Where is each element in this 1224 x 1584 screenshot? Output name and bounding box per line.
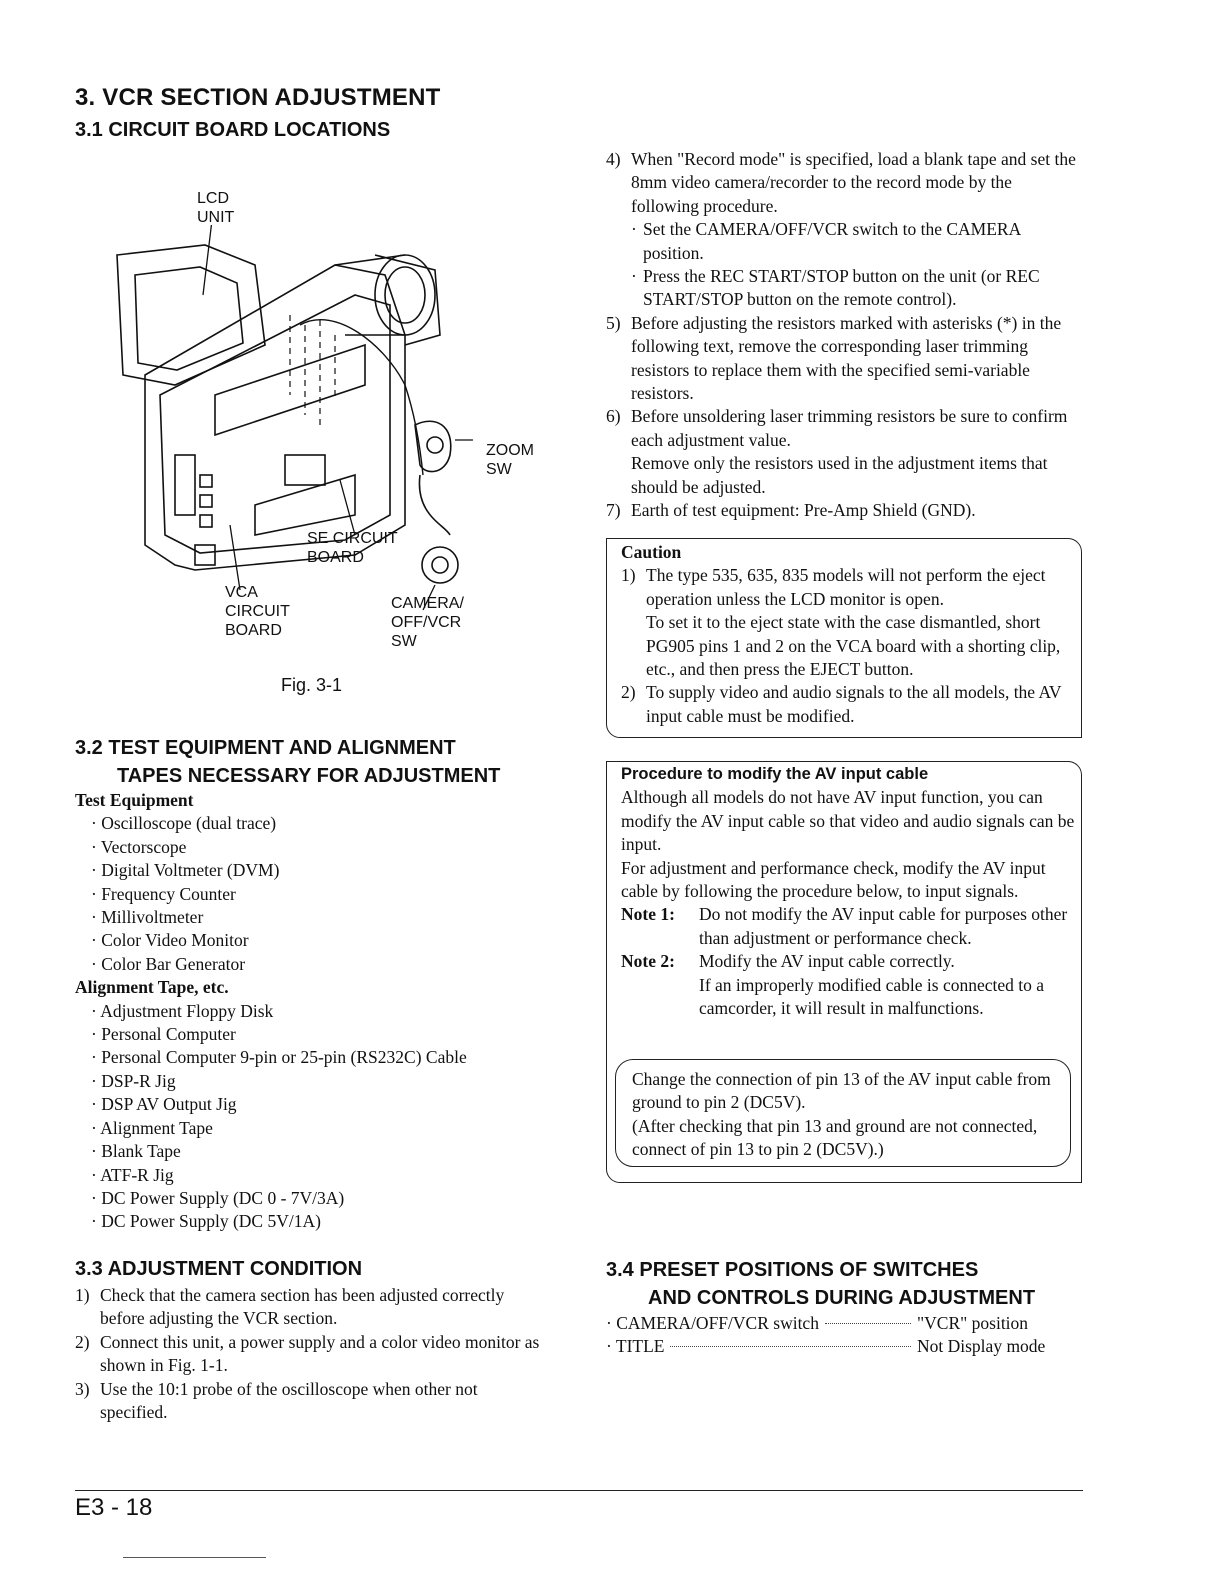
s33-steps [75,1284,540,1424]
figure-3-1 [105,185,555,705]
label-lcd-unit: LCD UNIT [197,190,235,226]
list-item: · Blank Tape [91,1141,181,1162]
list-item: · Personal Computer 9-pin or 25-pin (RS232C) Cable [91,1047,467,1068]
list-item: · DSP-R Jig [91,1070,176,1091]
list-item: · Alignment Tape [91,1117,213,1138]
step-7: 7) Earth of test equipment: Pre-Amp Shield (GND). [606,500,976,521]
s32-title-line2: TAPES NECESSARY FOR ADJUSTMENT [117,765,501,787]
label-camera-off-vcr-sw: CAMERA/ OFF/VCR SW [391,595,464,650]
alignment-tape-heading: Alignment Tape, etc. [75,977,229,998]
list-item: · Color Video Monitor [91,930,249,951]
step-item: 1) Check that the camera section has been adjusted correctly before adjusting the VCR section. [75,1285,505,1329]
list-item: · Vectorscope [91,836,187,857]
procedure-box [606,761,1082,1183]
list-item: · Adjustment Floppy Disk [91,1000,274,1021]
step-4: 4) When "Record mode" is specified, load a blank tape and set the 8mm video camera/recorder to the record mode by the following procedure. · Set the CAMERA/OFF/VCR switch to the CAMERA position. · Press the REC START/STOP button on the unit (or REC START/STOP button on the remote control). [606,149,1076,310]
preset-row: · TITLE Not Display mode [606,1336,1046,1357]
equipment-list [75,789,575,1234]
procedure-paragraph: For adjustment and performance check, modify the AV input cable by following the procedure below, to input signals. [621,857,1046,902]
s33-title: 3.3 ADJUSTMENT CONDITION [75,1258,363,1280]
step-6: 6) Before unsoldering laser trimming resistors be sure to confirm each adjustment value. Remove only the resistors used in the adjustment items that should be adjusted. [606,406,1068,497]
label-se-circuit-board: SE CIRCUIT BOARD [307,530,398,566]
s32-title-line1: 3.2 TEST EQUIPMENT AND ALIGNMENT [75,737,456,759]
caution-item: 1) The type 535, 635, 835 models will not perform the eject operation unless the LCD monitor is open. To set it to the eject state with the case dismantled, short PG905 pins 1 and 2 on the VCA board with a shorting clip, etc., and then press the EJECT button. [621,565,1061,680]
label-zoom-sw: ZOOM SW [486,442,534,478]
step-5: 5) Before adjusting the resistors marked with asterisks (*) in the following text, remove the corresponding laser trimming resistors to replace them with the specified semi-variable resistors. [606,312,1062,404]
right-steps [606,148,1081,523]
list-item: · ATF-R Jig [91,1164,174,1185]
test-equipment-heading: Test Equipment [75,790,194,810]
list-item: · DSP AV Output Jig [91,1094,237,1115]
list-item: · DC Power Supply (DC 5V/1A) [91,1211,321,1232]
step-item: 3) Use the 10:1 probe of the oscilloscope when other not specified. [75,1378,478,1423]
section-title: 3. VCR SECTION ADJUSTMENT [75,84,441,111]
footer-rule [75,1490,1083,1491]
page-number: E3 - 18 [75,1494,153,1521]
procedure-heading: Procedure to modify the AV input cable [621,765,929,783]
note-2: Note 2: Modify the AV input cable correctly. If an improperly modified cable is connected to a camcorder, it will result in malfunctions. [621,951,1045,1019]
note-1: Note 1: Do not modify the AV input cable for purposes other than adjustment or performance check. [621,904,1068,948]
list-item: · Personal Computer [91,1024,236,1045]
caution-box [606,538,1082,738]
list-item: · Color Bar Generator [91,953,246,974]
list-item: · Frequency Counter [91,883,236,904]
inner-instruction-box: Change the connection of pin 13 of the AV input cable from ground to pin 2 (DC5V). (After checking that pin 13 and ground are not connected, connect of pin 13 to pin 2 (DC5V).) [615,1059,1071,1167]
figure-caption: Fig. 3-1 [281,675,343,695]
list-item: · Digital Voltmeter (DVM) [91,860,280,881]
list-item: · Oscilloscope (dual trace) [91,813,277,834]
s31-title: 3.1 CIRCUIT BOARD LOCATIONS [75,119,391,141]
preset-list [606,1312,1064,1359]
preset-row: · CAMERA/OFF/VCR switch "VCR" position [606,1313,1029,1333]
step-item: 2) Connect this unit, a power supply and a color video monitor as shown in Fig. 1-1. [75,1331,540,1376]
caution-heading: Caution [621,542,682,562]
caution-item: 2) To supply video and audio signals to the all models, the AV input cable must be modified. [621,682,1062,726]
list-item: · Millivoltmeter [91,907,204,928]
s34-title-line2: AND CONTROLS DURING ADJUSTMENT [648,1287,1036,1309]
list-item: · DC Power Supply (DC 0 - 7V/3A) [91,1187,345,1208]
procedure-paragraph: Although all models do not have AV input function, you can modify the AV input cable so that video and audio signals can be input. [621,787,1075,855]
s34-title-line1: 3.4 PRESET POSITIONS OF SWITCHES [606,1259,979,1281]
footer-link-rule [123,1557,266,1558]
label-vca-circuit-board: VCA CIRCUIT BOARD [225,584,290,639]
